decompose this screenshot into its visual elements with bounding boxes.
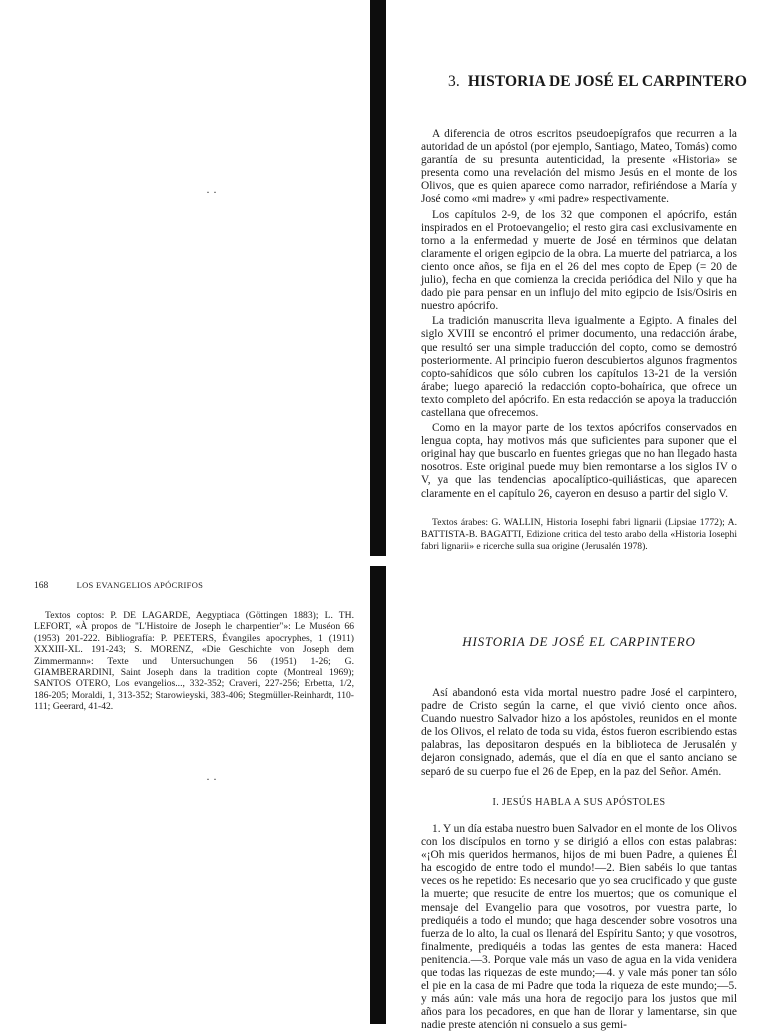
paragraph: Los capítulos 2-9, de los 32 que componen el apócrifo, están inspirados en el Protoevangelio; el resto gira casi exclusivamente en torno a la enfermedad y muerte de José en términos que delatan claramente el origen egipcio de la obra. La muerte del patriarca, a los ciento once años, se fija en el 26 del mes copto de Epep (= 20 de julio), fecha en que comienza la crecida periódica del Nilo y que ha dado pie para pensar en un influjo del mito egipcio de Isis/Osiris en nuestro apócrifo. [421,208,737,313]
chapter-title-text: HISTORIA DE JOSÉ EL CARPINTERO [467,73,748,90]
note-coptic-texts: Textos coptos: P. DE LAGARDE, Aegyptiaca (Göttingen 1883); L. TH. LEFORT, «À propos de "L'Histoire de Joseph le charpentier"»: Le Muséon 66 (1953) 201-222. Bibliografía: P. PEETERS, Évangiles apocryphes, 1 (1911) XXXIII-XL. 191-243; S. MORENZ, «Die Geschichte von Joseph dem Zimmermann»: Texte und Untersuchungen 56 (1951) 1-26; G. GIAMBERARDINI, Saint Joseph dans la tradition copte (Montreal 1969); SANTOS OTERO, Los evangelios..., 332-352; Craveri, 227-256; Erbetta, 1/2, 186-205; Moraldi, 1, 313-352; Starowieyski, 383-406; Stegmüller-Reinhardt, 110-111; Geerard, 41-42. [34,610,354,713]
running-head-title: LOS EVANGELIOS APÓCRIFOS [76,580,204,590]
section-heading: I. JESÚS HABLA A SUS APÓSTOLES [492,797,666,808]
prologue [421,687,737,779]
chapter-number: 3. [448,73,460,90]
paragraph: Así abandonó esta vida mortal nuestro padre José el carpintero, padre de Cristo según la carne, el que vivió ciento once años. Cuando nuestro Salvador hizo a los apóstoles, reunidos en el monte de los Olivos, el relato de toda su vida, éstos fueron escribiendo estas palabras, las depositaron después en la biblioteca de Jerusalén y dejaron consignado, además, que el día en que el santo anciano se separó de su cuerpo fue el 26 de Epep, en la paz del Señor. Amén. [421,687,737,778]
intro-text [421,128,737,503]
scan-gutter [370,0,386,1024]
chapter-title [448,73,748,91]
text-title: HISTORIA DE JOSÉ EL CARPINTERO [462,634,696,649]
bibliography-note [34,610,354,713]
body-text [421,823,737,1033]
scan-speck: · · [206,185,217,199]
paragraph: A diferencia de otros escritos pseudoepígrafos que recurren a la autoridad de un apóstol (por ejemplo, Santiago, Mateo, Tomás) como garantía de su presunta autenticidad, la presente «Historia» se presenta como una revelación del mismo Jesús en el monte de los Olivos, que es quien aparece como narrador, refiriéndose a María y José como «mi madre» y «mi padre» respectivamente. [421,128,737,206]
paragraph: Como en la mayor parte de los textos apócrifos conservados en lengua copta, hay motivos más que suficientes para suponer que el original hay que buscarlo en fuentes griegas que no han llegado hasta nosotros. Este original puede muy bien remontarse a los siglos IV o V, ya que las tendencias apocalíptico-quiliásticas, que aparecen claramente en el capítulo 26, cayeron en desuso a partir del siglo V. [421,422,737,500]
paragraph: La tradición manuscrita lleva igualmente a Egipto. A finales del siglo XVIII se encontró el primer documento, una redacción árabe, que resultó ser una simple traducción del copto, como se demostró posteriormente. Al principio fueron descubiertos algunos fragmentos copto-sahídicos que sólo cubren los capítulos 13-21 de la versión árabe; luego apareció la redacción copto-bohaírica, que ofrece un texto completo del apócrifo. En esta redacción se apoya la traducción castellana que ofrecemos. [421,315,737,419]
note-arabic-texts: Textos árabes: G. WALLIN, Historia Iosephi fabri lignarii (Lipsiae 1772); A. BATTISTA-B. BAGATTI, Edizione critica del testo arabo della «Historia Iosephi fabri lignarii» e ricerche sulla sua origine (Jerusalén 1978). [421,517,737,552]
bibliographic-note [421,517,737,553]
paragraph: 1. Y un día estaba nuestro buen Salvador en el monte de los Olivos con los discípulos en torno y se dirigió a ellos con estas palabras: «¡Oh mis queridos hermanos, hijos de mi buen Padre, a quienes Él ha escogido de entre todo el mundo!—2. Bien sabéis lo que tantas veces os he repetido: Es necesario que yo sea crucificado y que guste la muerte; que resucite de entre los muertos; que os comunique el mensaje del Evangelio para que vosotros, por vuestra parte, lo prediquéis a todo el mundo; que haga descender sobre vosotros una fuerza de lo alto, la cual os llenará del Espíritu Santo; y que vosotros, finalmente, prediquéis a todas las gentes de esta manera: Haced penitencia.—3. Porque vale más un vaso de agua en la vida venidera que todas las riquezas de este mundo;—4. y vale más poner tan sólo el pie en la casa de mi Padre que toda la riqueza de este mundo;—5. y más aún: vale más una hora de regocijo para los justos que mil años para los pecadores, en que han de llorar y lamentarse, sin que nadie preste atención ni consuelo a sus gemi- [421,823,738,1032]
page-separator [0,556,768,566]
page-number: 168 [34,581,49,591]
scan-speck: · · [206,772,217,786]
running-header [34,580,354,591]
